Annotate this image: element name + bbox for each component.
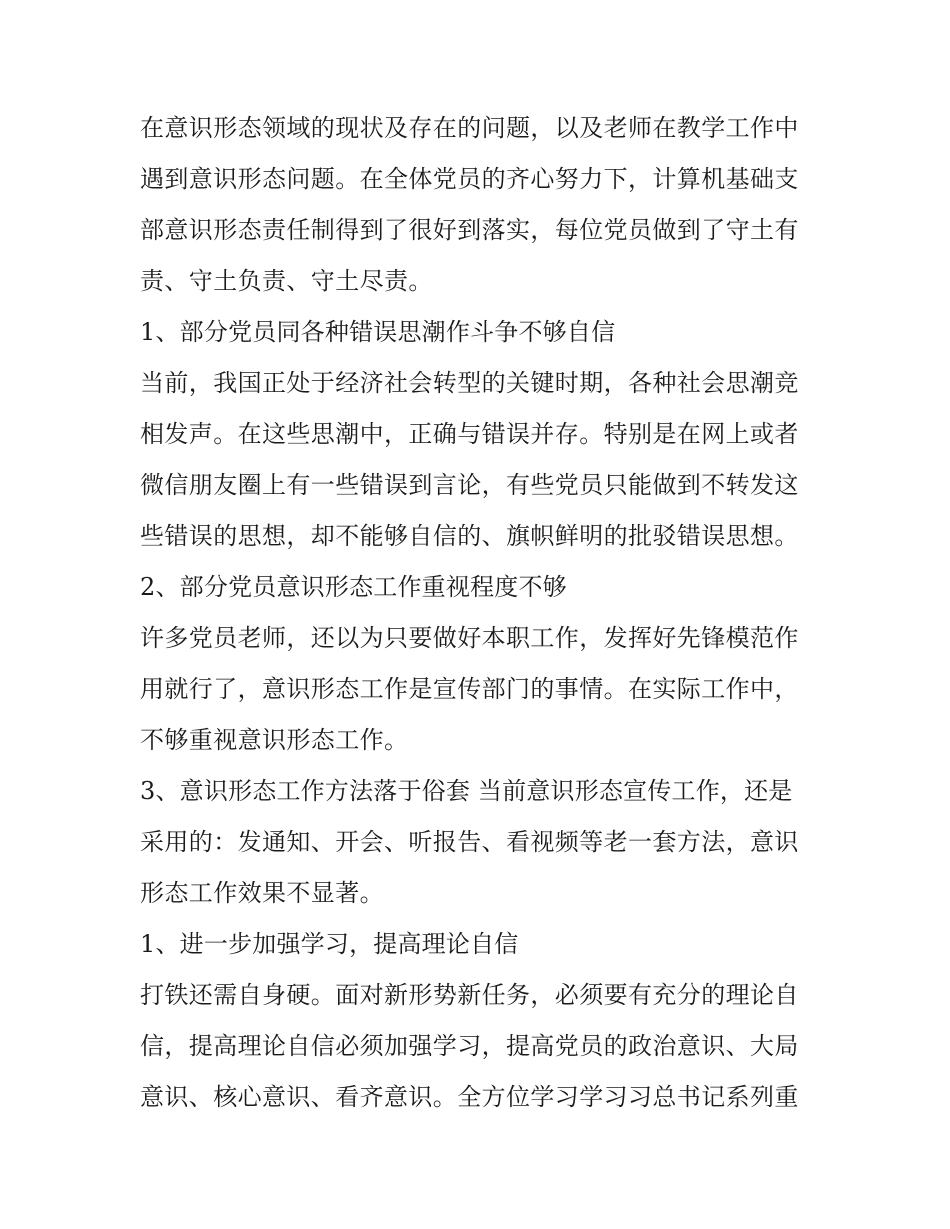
- paragraph-line: 些错误的思想，却不能够自信的、旗帜鲜明的批驳错误思想。: [140, 522, 799, 550]
- paragraph-line: 在意识形态领域的现状及存在的问题，以及老师在教学工作中: [140, 114, 799, 142]
- paragraph-line: 不够重视意识形态工作。: [140, 726, 409, 754]
- section-heading: 3、意识形态工作方法落于俗套 当前意识形态宣传工作，还是: [140, 777, 793, 805]
- paragraph-line: 部意识形态责任制得到了很好到落实，每位党员做到了守土有: [140, 216, 799, 244]
- paragraph-line: 形态工作效果不显著。: [140, 879, 384, 907]
- paragraph-line: 许多党员老师，还以为只要做好本职工作，发挥好先锋模范作: [140, 624, 799, 652]
- paragraph-line: 打铁还需自身硬。面对新形势新任务，必须要有充分的理论自: [140, 981, 799, 1009]
- paragraph-line: 用就行了，意识形态工作是宣传部门的事情。在实际工作中，: [140, 675, 799, 703]
- paragraph-line: 意识、核心意识、看齐意识。全方位学习学习习总书记系列重: [140, 1083, 799, 1111]
- section-heading: 2、部分党员意识形态工作重视程度不够: [140, 573, 567, 601]
- paragraph-line: 信，提高理论自信必须加强学习，提高党员的政治意识、大局: [140, 1032, 799, 1060]
- section-heading: 1、进一步加强学习，提高理论自信: [140, 930, 519, 958]
- paragraph-line: 相发声。在这些思潮中，正确与错误并存。特别是在网上或者: [140, 420, 799, 448]
- paragraph-line: 微信朋友圈上有一些错误到言论，有些党员只能做到不转发这: [140, 471, 799, 499]
- paragraph-line: 遇到意识形态问题。在全体党员的齐心努力下，计算机基础支: [140, 165, 799, 193]
- paragraph-line: 采用的：发通知、开会、听报告、看视频等老一套方法，意识: [140, 828, 799, 856]
- document-body: [140, 103, 830, 1123]
- paragraph-line: 当前，我国正处于经济社会转型的关键时期，各种社会思潮竞: [140, 369, 799, 397]
- paragraph-line: 责、守土负责、守土尽责。: [140, 267, 433, 295]
- section-heading: 1、部分党员同各种错误思潮作斗争不够自信: [140, 318, 616, 346]
